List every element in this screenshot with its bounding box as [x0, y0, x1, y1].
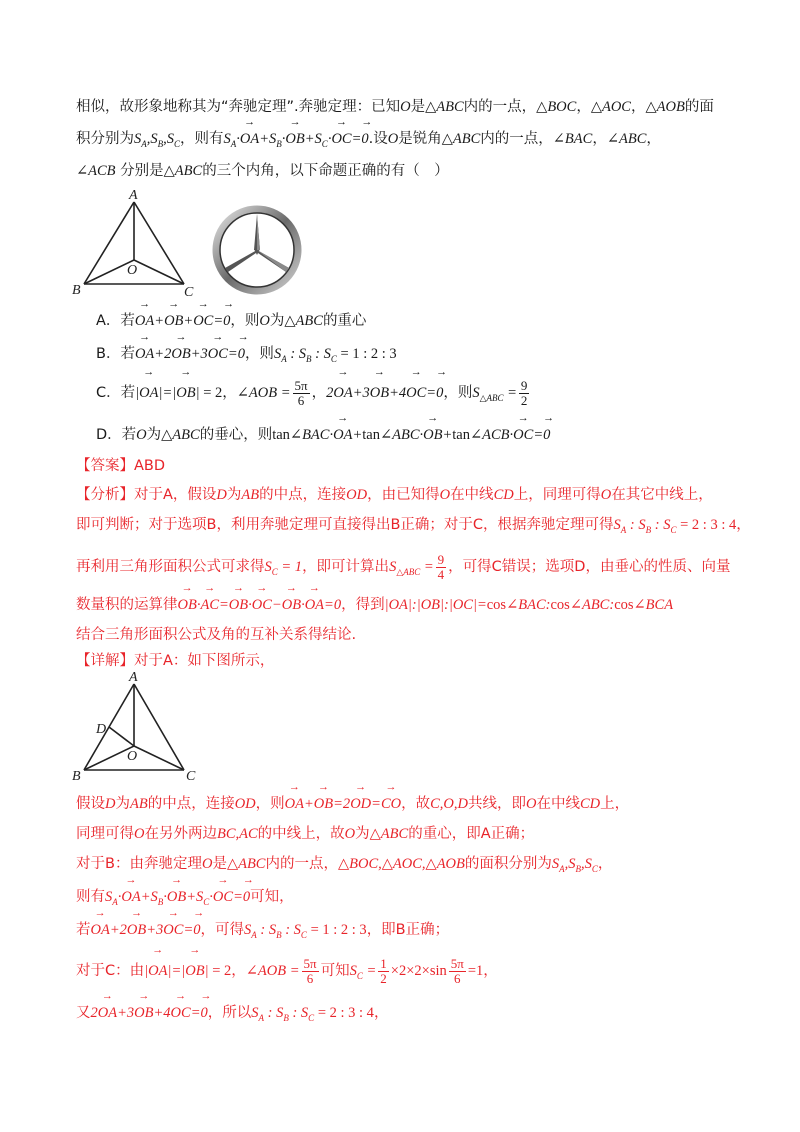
- detail-line-7: 又2→ OA+3→ OB+4→ OC=→ 0，所以$S_A$ : $S_B$ : $S_C = 2$ : 3 : 4，: [76, 1002, 388, 1029]
- analysis-line-1: 【分析】对于A，假设D为AB的中点，连接OD，由已知得O在中线CD上，同理可得O在其它中线上，: [76, 487, 713, 503]
- option-b: B．若→ OA+2→ OB+3→ OC=→ 0，则$S_A$ : $S_B$ : $S_C = 1$ : 2 : 3: [96, 343, 397, 370]
- fig2-center-label-o: O: [127, 749, 138, 764]
- center-label-o: O: [127, 263, 138, 278]
- fig2-vertex-label-c: C: [186, 769, 196, 784]
- option-c: C．若|→ OA|=|→ OB| = 2，∠AOB = $\frac{5\pi}{6}$ ，2→ OA+3→ OB+4→ OC=→ 0，则$S_{\triangle ABC}$ = $\frac{9}{2}$: [96, 378, 531, 413]
- detail-line-3: 对于B：由奔驰定理O是△ABC内的一点，△BOC,△AOC,△AOB的面积分别为$S_A,S_B,S_C$，: [76, 856, 613, 874]
- analysis-line-2: 即可判断；对于选项B，利用奔驰定理可直接得出B正确；对于C，根据奔驰定理可得$S_A$ : $S_B$ : $S_C = 2$ : 3 : 4，: [76, 517, 751, 535]
- detail-line-2: 同理可得O在另外两边BC,AC的中线上，故O为△ABC的重心，即A正确；: [76, 826, 535, 842]
- option-d: D．若O为△ABC的垂心，则tan∠BAC·→ OA+tan∠ABC·→ OB+tan∠ACB·→ OC=→ 0: [96, 424, 550, 446]
- problem-line-3: ∠ACB 分别是△ABC的三个内角，以下命题正确的有（ ）: [76, 163, 449, 179]
- answer-line: 【答案】ABD: [76, 458, 166, 474]
- analysis-line-4: 数量积的运算律→ OB·→ AC=→ OB·→ OC−→ OB·→ OA=0，得到|OA|:|OB|:|OC|=cos∠BAC:cos∠ABC:cos∠BCA: [76, 594, 673, 616]
- fig2-midpoint-label-d: D: [96, 722, 107, 737]
- analysis-line-5: 结合三角形面积公式及角的互补关系得结论.: [76, 627, 357, 643]
- triangle-figure-2: [70, 670, 210, 785]
- vertex-label-c: C: [184, 285, 194, 298]
- fig2-vertex-label-b: B: [72, 769, 81, 784]
- detail-line-1: 假设D为AB的中点，连接OD，则→ OA+→ OB=2→ OD=→ CO，故C,O,D共线，即O在中线CD上，: [76, 793, 629, 815]
- option-a: A．若→ OA+→ OB+→ OC=→ 0，则O为△ABC的重心: [96, 310, 366, 332]
- problem-line-1: 相似，故形象地称其为“奔驰定理”.奔驰定理：已知O是△ABC内的一点，△BOC，△AOC，△AOB的面: [76, 99, 714, 115]
- problem-line-2: 积分别为$S_A,S_B,S_C$，则有$S_A\cdot\to OA+S_B\cdot\to OB+S_C\cdot\to OC=\to 0$.设O是锐角△ABC内的一点，∠BAC，∠ABC，: [76, 128, 661, 155]
- vertex-label-b: B: [72, 283, 81, 298]
- vertex-label-a: A: [129, 188, 138, 203]
- detail-line-5: 若→ OA+2→ OB+3→ OC=→ 0，可得$S_A$ : $S_B$ : $S_C = 1$ : 2 : 3，即B正确；: [76, 919, 449, 946]
- analysis-line-3: 再利用三角形面积公式可求得$S_C = 1$，即可计算出$S_{\triangle ABC}$ = $\frac{9}{4}$ ，可得C错误；选项D，由垂心的性质、向量: [76, 551, 731, 582]
- detail-line-4: 则有$S_A\cdot\to OA+S_B\cdot\to OB+S_C\cdot\to OC=\to 0$可知，: [76, 886, 294, 913]
- three-pointed-star-logo-icon: [212, 205, 302, 295]
- triangle-figure-1: [70, 188, 200, 298]
- detail-line-6: 对于C：由|→ OA|=|→ OB| = 2，∠AOB = $\frac{5\pi}{6}$ 可知$S_C$ = $\frac{1}{2}$ ×2×2×sin $\frac{5\pi}{6}$ =1，: [76, 956, 498, 991]
- fig2-vertex-label-a: A: [129, 670, 138, 685]
- detail-heading: 【详解】对于A：如下图所示，: [76, 653, 275, 669]
